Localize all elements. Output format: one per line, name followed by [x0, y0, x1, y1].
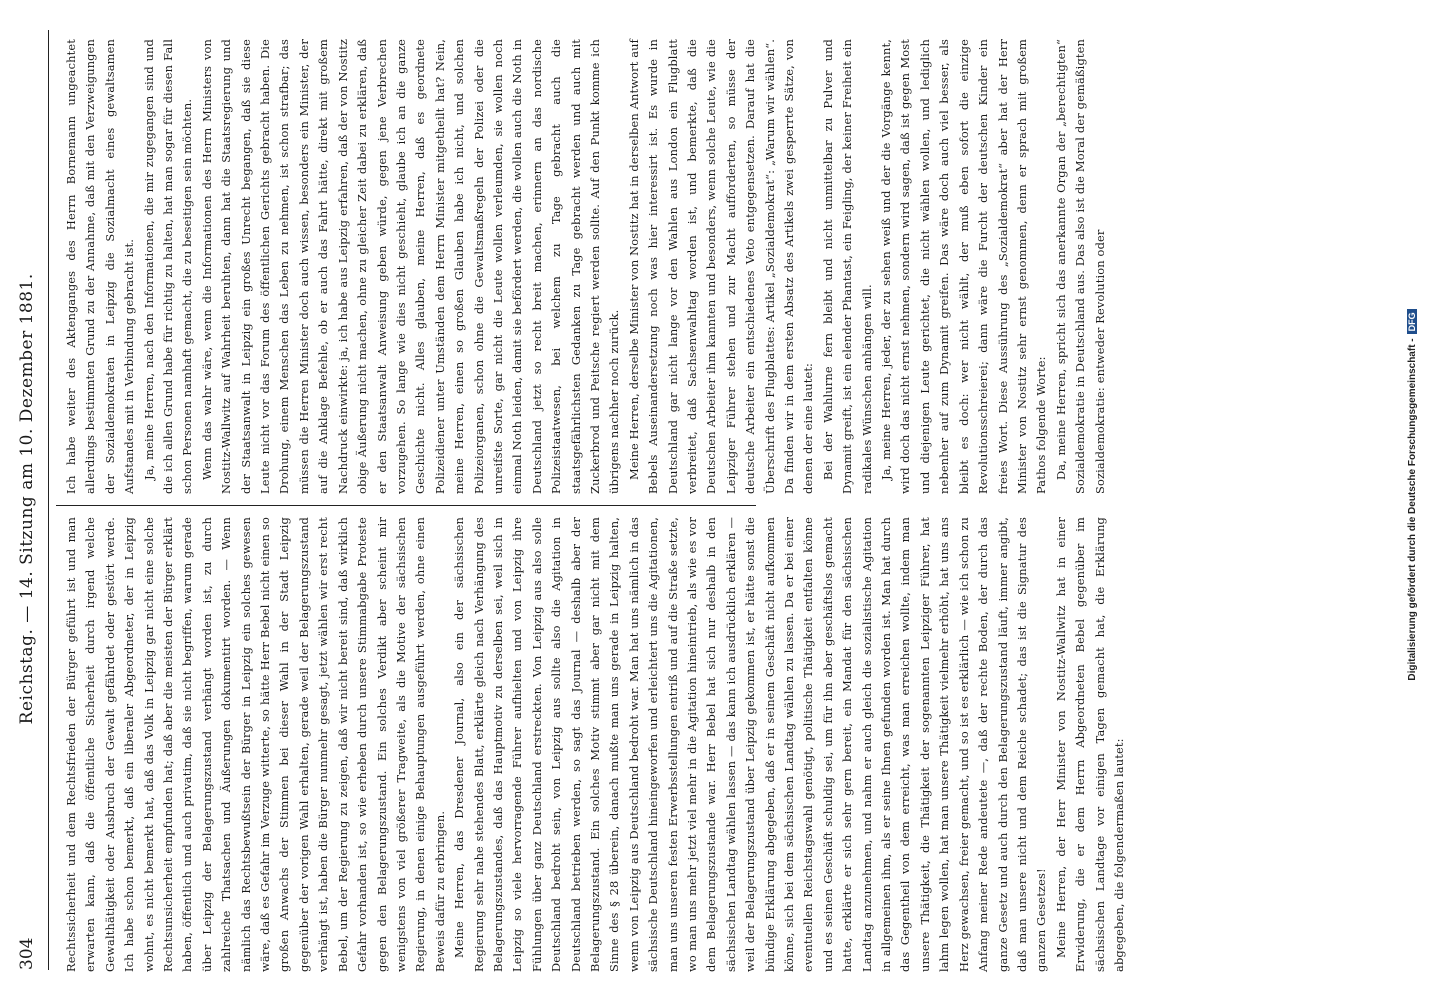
- right-paragraph: Meine Herren, derselbe Minister von Nostitz hat in derselben Antwort auf Bebels Auseinandersetzung noch was hier interessirt ist. Es wurde in Deutschland gar nicht lange vor den Wahlen aus London ein Flugblatt verbreitet, daß Sachsenwahltag worden ist, und bemerkte, daß die Deutschen Arbeiter ihm kannten und besonders, wenn solche Leute, wie die Leipziger Führer stehen und zur Macht aufforderten, so müsse der deutsche Arbeiter ein entschiedenes Veto entgegensetzen. Darauf hat die Überschrift des Flugblattes: Artikel „Sozialdemokrat“: „Warum wir wählen“. Da finden wir in dem ersten Absatz des Artikels zwei gesperrte Sätze, von denen der eine lautet:: [626, 39, 816, 494]
- digitization-credit: [1407, 245, 1418, 745]
- right-paragraph: Da, meine Herren, spricht sich das anerkannte Organ der „berechtigten“ Sozialdemokratie in Deutschland aus. Das also ist die Moral der gemäßigten Sozialdemokratie: entweder Revolution oder: [1053, 39, 1107, 494]
- right-paragraph: Bei der Wahlurne fern bleibt und nicht unmittelbar zu Pulver und Dynamit greift, ist ein elender Phantast, ein Feigling, der keiner Freiheit ein radikales Wünschen anhängen will.: [820, 39, 874, 494]
- credit-text: Digitalisierung gefördert durch die Deutsche Forschungsgemeinschaft -: [1407, 338, 1418, 681]
- right-paragraph: Ja, meine Herren, nach den Informationen, die mir zugegangen sind und die ich allen Grund habe für richtig zu halten, hat man sogar für diesen Fall schon Personen namhaft gemacht, die zu beseitigen sein möchten.: [141, 39, 195, 494]
- dfg-logo: DFG: [1407, 309, 1417, 334]
- left-paragraph: Rechtssicherheit und dem Rechtsfrieden der Bürger geführt ist und man erwarten kann, daß die öffentliche Sicherheit durch irgend welche Gewalthätigkeit oder Ausbruch der Gewalt gefährdet oder gestört werde. Ich habe schon bemerkt, daß ein liberaler Abgeordneter, der in Leipzig wohnt, es nicht bemerkt hat, daß das Volk in Leipzig gar nicht eine solche Rechtsunsicherheit empfunden hat; daß aber die meisten der Bürger erklärt haben, öffentlich und auch privatim, daß sie nicht begriffen, warum gerade über Leipzig der Belagerungszustand verhängt worden ist, zu durch zahlreiche Thatsachen und Äußerungen dokumentirt worden. — Wenn nämlich das Rechtsbewußtsein der Bürger in Leipzig ein solches gewesen wäre, daß es Gefahr im Verzuge witterte, so hätte Herr Bebel nicht einen so großen Anwachs der Stimmen bei dieser Wahl in der Stadt Leipzig gegenüber der vorigen Wahl erhalten, gerade weil der Belagerungszustand verhängt ist, haben die Bürger nunmehr gesagt, jetzt wählen wir erst recht Bebel, um der Regierung zu zeigen, daß wir nicht bereit sind, daß wirklich Gefahr vorhanden ist, so wie erheben durch unsere Stimmabgabe Proteste gegen den Belagerungszustand. Ein solches Verdikt aber scheint mir wenigstens von viel größerer Tragweite, als die Motive der sächsischen Regierung, in denen einige Behauptungen ausgeführt werden, ohne einen Beweis dafür zu erbringen.: [64, 517, 447, 972]
- header-rule: [48, 30, 49, 970]
- column-divider: [56, 505, 756, 506]
- right-paragraph: Ich habe weiter des Aktenganges des Herrn Bornemann ungeachtet allerdings bestimmten Grund zu der Annahme, daß mit den Verzweigungen der Sozialdemokraten in Leipzig die Sozialmacht eines gewaltsamen Aufstandes mit in Verbindung gebracht ist.: [64, 39, 137, 494]
- page-title: Reichstag. — 14. Sitzung am 10. Dezember 1881.: [17, 273, 37, 725]
- right-paragraph: Ja, meine Herren, jeder, der zu sehen weiß und der die Vorgänge kennt, wird doch das nicht ernst nehmen, sondern wird sagen, daß ist gegen Most und diejenigen Leute gerichtet, die nicht wählen wollen, und lediglich nebenher auf zum Dynamit greifen. Das wäre doch auch viel besser, als bleibt es doch: wer nicht wählt, der muß eben sofort die einzige Revolutionsschreierei; dann wäre die Furcht der deutschen Kinder ein freies Wort. Diese Aussührung des „Sozialdemokrat“ aber hat der Herr Minister von Nostitz sehr ernst genommen, denn er sprach mit großem Pathos folgende Worte:: [879, 39, 1049, 494]
- page-number: 304: [17, 937, 37, 970]
- right-column: [62, 39, 1110, 494]
- left-paragraph: Meine Herren, der Herr Minister von Nostitz-Wallwitz hat in einer Erwiderung, die er dem Herrn Abgeordneten Bebel gegenüber im sächsischen Landtage vor einigen Tagen gemacht hat, die Erklärung abgegeben, die folgendermaßen lautet:: [1053, 517, 1126, 972]
- right-paragraph: Wenn das wahr wäre, wenn die Informationen des Herrn Ministers von Nostitz-Wallwitz auf Wahrheit beruhten, dann hat die Staatsregierung und der Staatsanwalt in Leipzig ein großes Unrecht begangen, daß sie diese Leute nicht vor das Forum des öffentlichen Gerichts gebracht haben. Die Drohung, einem Menschen das Leben zu nehmen, ist schon strafbar; das müssen die Herren Minister doch auch wissen, besonders ein Minister, der auf die Anklage Befehle, ob er auch das Fahrt hätte, direkt mit großem Nachdruck einwirkte: ja, ich habe aus Leipzig erfahren, daß der von Nostitz obige Äußerung nicht machen, ohne zu gleicher Zeit dabei zu erklären, daß er den Staatsanwalt Anweisung geben würde, gegen jene Verbrechen vorzugehen. So lange wie dies nicht geschieht, glaube ich an die ganze Geschichte nicht. Alles glauben, meine Herren, daß es geordnete Polizeidiener unter Umständen dem Herrn Minister mitgetheilt hat? Nein, meine Herren, einen so großen Glauben habe ich nicht, und solchen Polizeiorganen, schon ohne die Gewaltsmaßregeln der Polizei oder die unreifste Sorte, gar nicht die Leute wollen verleumden, sie wollen noch einmal Noth leiden, damit sie befördert werden, die wollen auch die Noth in Deutschland jetzt so recht breit machen, erinnern an das nordische Polizeistaatwesen, bei welchem zu Tage gebracht auch die staatsgefährlichsten Gedanken zu Tage gebracht werden und auch mit Zuckerbrod und Peitsche regiert werden sollte. Auf den Punkt komme ich übrigens nachher noch zurück.: [199, 39, 622, 494]
- left-column: [62, 517, 1129, 972]
- left-paragraph: Meine Herren, das Dresdener Journal, also ein der sächsischen Regierung sehr nahe stehendes Blatt, erklärte gleich nach Verhängung des Belagerungszustandes, daß das Hauptmotiv zu derselben sei, weil sich in Leipzig so viele hervorragende Führer aufhielten und von Leipzig ihre Fühlungen über ganz Deutschland erstreckten. Von Leipzig aus also solle Deutschland bedroht sein, von Leipzig aus sollte also die Agitation in Deutschland betrieben werden, so sagt das Journal — deshalb aber der Belagerungszustand. Ein solches Motiv stimmt aber gar nicht mit dem Sinne des § 28 überein, danach mußte man uns gerade in Leipzig halten, wenn von Leipzig aus Deutschland bedroht war. Man hat uns nämlich in das sächsische Deutschland hineingeworfen und erleichtert uns die Agitationen, man uns unseren festen Erwerbsstellungen entriß und auf die Straße setzte, wo man uns mehr jetzt viel mehr in die Agitation hineintrieb, als wie es vor dem Belagerungszustande war. Herr Bebel hat sich nur deshalb in den sächsischen Landtag wählen lassen — das kann ich ausdrücklich erklären — weil der Belagerungszustand über Leipzig gekommen ist, er hätte sonst die bündige Erklärung abgegeben, daß er in seinem Geschäft nicht aufkommen könne, sich bei dem sächsischen Landtag wählen zu lassen. Da er bei einer eventuellen Reichstagswahl genötigt, politische Thätigkeit entfalten könne und es seinen Geschäft schuldig sei, um für ihn aber geschäftslos gemacht hatte, erklärte er sich sehr gern bereit, ein Mandat für den sächsischen Landtag anzunehmen, und nahm er auch gleich die sozialistische Agitation in allgemeinen ihm, als er seine Ihnen gefunden worden ist. Man hat durch das Gegentheil von dem erreicht, was man erreichen wollte, indem man unsere Thätigkeit, die Thätigkeit der sogenannten Leipziger Führer, hat lahm legen wollen, hat man unsere Thätigkeit vielmehr erhöht, hat uns ans Herz gewachsen, freier gemacht, und so ist es erklärlich — wie ich schon zu Anfang meiner Rede andeutete —, daß der rechte Boden, der durch das ganze Gesetz und auch durch den Belagerungszustand läuft, immer angibt, daß man unsere nicht und dem Reiche schadet; das ist die Signatur des ganzen Gesetzes!: [452, 517, 1049, 972]
- page-header: [10, 30, 44, 970]
